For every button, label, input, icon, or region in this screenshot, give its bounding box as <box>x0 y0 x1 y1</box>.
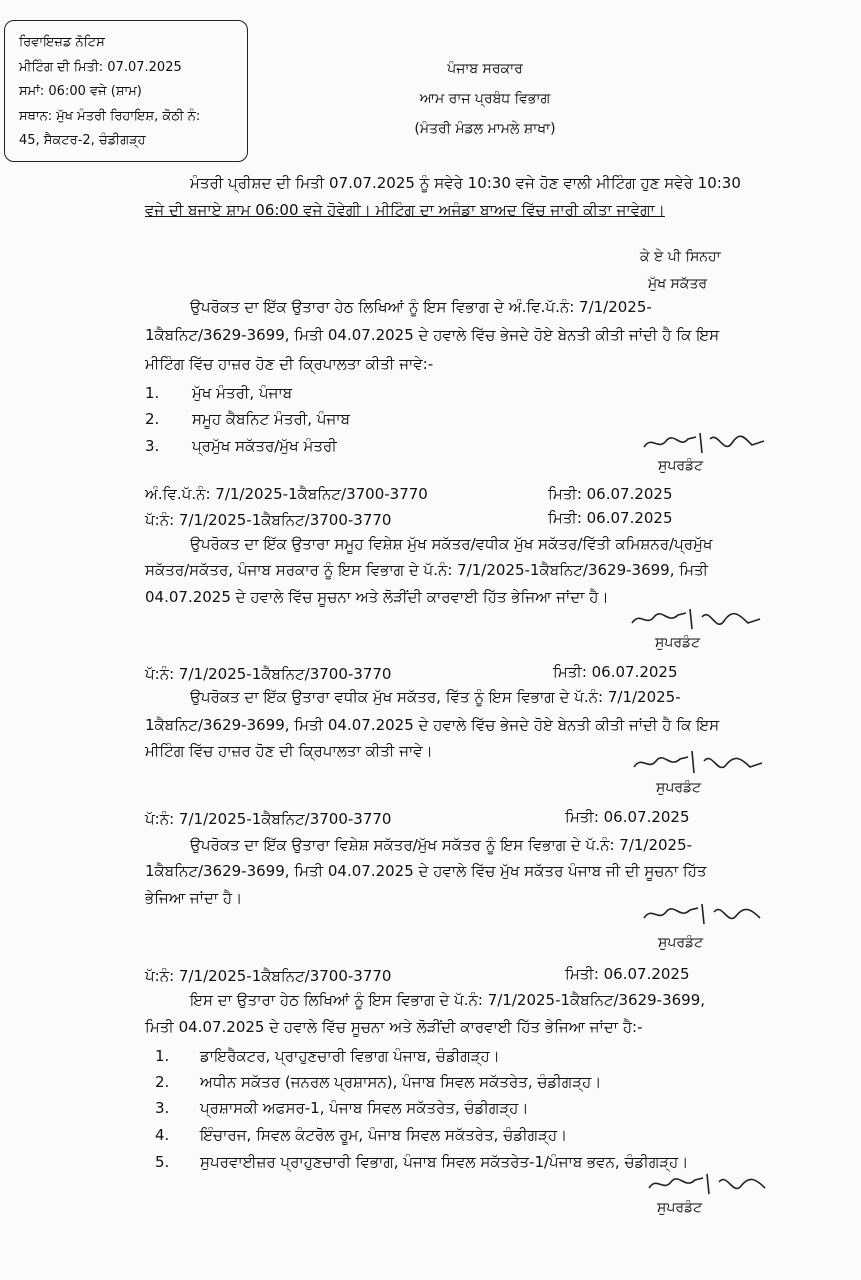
section5-list-item-1: ਡਾਇਰੈਕਟਰ, ਪ੍ਰਾਹੁਣਚਾਰੀ ਵਿਭਾਗ ਪੰਜਾਬ, ਚੰਡੀਗੜ੍ਹ। <box>200 1047 500 1065</box>
section3-para-line-3: ਮੀਟਿੰਗ ਵਿੱਚ ਹਾਜ਼ਰ ਹੋਣ ਦੀ ਕ੍ਰਿਪਾਲਤਾ ਕੀਤੀ ਜਾਵੇ। <box>145 742 433 760</box>
section2-sig-title: ਸੁਪਰਡੰਟ <box>655 635 701 651</box>
section5-list-num-2: 2. <box>155 1073 170 1091</box>
notice-box-date: ਮੀਟਿੰਗ ਦੀ ਮਿਤੀ: 07.07.2025 <box>19 59 182 75</box>
section5-list-num-5: 5. <box>155 1153 170 1171</box>
section1-list-num-2: 2. <box>145 410 160 428</box>
section1-para-line-3: ਮੀਟਿੰਗ ਵਿੱਚ ਹਾਜ਼ਰ ਹੋਣ ਦੀ ਕ੍ਰਿਪਾਲਤਾ ਕੀਤੀ ਜਾਵੇ:- <box>145 355 434 373</box>
section5-list-num-4: 4. <box>155 1126 170 1144</box>
section2-para-line-1: ਉਪਰੋਕਤ ਦਾ ਇੱਕ ਉਤਾਰਾ ਸਮੂਹ ਵਿਸ਼ੇਸ਼ ਮੁੱਖ ਸਕੱਤਰ/ਵਧੀਕ ਮੁੱਖ ਸਕੱਤਰ/ਵਿੱਤੀ ਕਮਿਸ਼ਨਰ/ਪ੍ਰਮੁੱਖ <box>190 535 713 553</box>
section3-date: ਮਿਤੀ: 06.07.2025 <box>553 663 678 681</box>
section1-sig-title: ਸੁਪਰਡੰਟ <box>658 458 704 474</box>
section4-para-line-1: ਉਪਰੋਕਤ ਦਾ ਇੱਕ ਉਤਾਰਾ ਵਿਸ਼ੇਸ਼ ਸਕੱਤਰ/ਮੁੱਖ ਸਕੱਤਰ ਨੂੰ ਇਸ ਵਿਭਾਗ ਦੇ ਪੱ.ਨੰ: 7/1/2025- <box>190 836 693 854</box>
section5-date: ਮਿਤੀ: 06.07.2025 <box>565 965 690 983</box>
section4-sig-title: ਸੁਪਰਡੰਟ <box>658 935 704 951</box>
section2-ref: ਪੱ:ਨੰ: 7/1/2025-1ਕੈਬਨਿਟ/3700-3770 <box>145 511 392 529</box>
notice-box-venue: ਸਥਾਨ: ਮੁੱਖ ਮੰਤਰੀ ਰਿਹਾਇਸ਼, ਕੋਠੀ ਨੰ: <box>19 108 201 124</box>
notice-line-2: ਵਜੇ ਦੀ ਬਜਾਏ ਸ਼ਾਮ 06:00 ਵਜੇ ਹੋਵੇਗੀ। ਮੀਟਿੰਗ ਦਾ ਅਜੰਡਾ ਬਾਅਦ ਵਿੱਚ ਜਾਰੀ ਕੀਤਾ ਜਾਵੇਗਾ। <box>145 201 665 219</box>
header-branch: (ਮੰਤਰੀ ਮੰਡਲ ਮਾਮਲੇ ਸ਼ਾਖਾ) <box>414 121 556 137</box>
section1-list-item-3: ਪ੍ਰਮੁੱਖ ਸਕੱਤਰ/ਮੁੱਖ ਮੰਤਰੀ <box>192 437 337 455</box>
signatory-name: ਕੇ ਏ ਪੀ ਸਿਨਹਾ <box>640 249 721 265</box>
section5-list-item-2: ਅਧੀਨ ਸਕੱਤਰ (ਜਨਰਲ ਪ੍ਰਸ਼ਾਸਨ), ਪੰਜਾਬ ਸਿਵਲ ਸਕੱਤਰੇਤ, ਚੰਡੀਗੜ੍ਹ। <box>200 1073 602 1091</box>
section5-list-item-4: ਇੰਚਾਰਜ, ਸਿਵਲ ਕੰਟਰੋਲ ਰੂਮ, ਪੰਜਾਬ ਸਿਵਲ ਸਕੱਤਰੇਤ, ਚੰਡੀਗੜ੍ਹ। <box>200 1126 568 1144</box>
section5-list-item-3: ਪ੍ਰਸ਼ਾਸਕੀ ਅਫਸਰ-1, ਪੰਜਾਬ ਸਿਵਲ ਸਕੱਤਰੇਤ, ਚੰਡੀਗੜ੍ਹ। <box>200 1099 529 1117</box>
section1-list-num-3: 3. <box>145 437 160 455</box>
section4-para-line-3: ਭੇਜਿਆ ਜਾਂਦਾ ਹੈ। <box>145 889 243 907</box>
section3-para-line-2: 1ਕੈਬਨਿਟ/3629-3699, ਮਿਤੀ 04.07.2025 ਦੇ ਹਵਾਲੇ ਵਿੱਚ ਭੇਜਦੇ ਹੋਏ ਬੇਨਤੀ ਕੀਤੀ ਜਾਂਦੀ ਹੈ ਕਿ ਇਸ <box>145 716 720 734</box>
notice-box-venue-cont: 45, ਸੈਕਟਰ-2, ਚੰਡੀਗੜ੍ਹ <box>19 133 146 148</box>
section1-list-item-2: ਸਮੂਹ ਕੈਬਨਿਟ ਮੰਤਰੀ, ਪੰਜਾਬ <box>192 410 350 428</box>
section5-para-line-1: ਇਸ ਦਾ ਉਤਾਰਾ ਹੇਠ ਲਿਖਿਆਂ ਨੂੰ ਇਸ ਵਿਭਾਗ ਦੇ ਪੱ.ਨੰ: 7/1/2025-1ਕੈਬਨਿਟ/3629-3699, <box>190 991 706 1009</box>
section2-para-line-3: 04.07.2025 ਦੇ ਹਵਾਲੇ ਵਿੱਚ ਸੂਚਨਾ ਅਤੇ ਲੋੜੀਂਦੀ ਕਾਰਵਾਈ ਹਿੱਤ ਭੇਜਿਆ ਜਾਂਦਾ ਹੈ। <box>145 588 609 606</box>
section2-para-line-2: ਸਕੱਤਰ/ਸਕੱਤਰ, ਪੰਜਾਬ ਸਰਕਾਰ ਨੂੰ ਇਸ ਵਿਭਾਗ ਦੇ ਪੱ.ਨੰ: 7/1/2025-1ਕੈਬਨਿਟ/3629-3699, ਮਿਤੀ <box>145 561 709 579</box>
signature-image <box>630 745 770 781</box>
signature-image <box>645 1168 775 1202</box>
notice-box-title: ਰਿਵਾਇਜ਼ਡ ਨੋਟਿਸ <box>19 35 105 50</box>
section4-date: ਮਿਤੀ: 06.07.2025 <box>565 808 690 826</box>
section3-sig-title: ਸੁਪਰਡੰਟ <box>656 780 702 796</box>
section5-list-num-1: 1. <box>155 1047 170 1065</box>
section5-para-line-2: ਮਿਤੀ 04.07.2025 ਦੇ ਹਵਾਲੇ ਵਿੱਚ ਸੂਚਨਾ ਅਤੇ ਲੋੜੀਂਦੀ ਕਾਰਵਾਈ ਹਿੱਤ ਭੇਜਿਆ ਜਾਂਦਾ ਹੈ:- <box>145 1018 643 1036</box>
section2-date: ਮਿਤੀ: 06.07.2025 <box>548 509 673 527</box>
ref1-date: ਮਿਤੀ: 06.07.2025 <box>548 485 673 503</box>
header-government: ਪੰਜਾਬ ਸਰਕਾਰ <box>447 61 523 77</box>
revised-notice-box <box>4 20 248 162</box>
section1-list-item-1: ਮੁੱਖ ਮੰਤਰੀ, ਪੰਜਾਬ <box>192 384 293 402</box>
section5-list-num-3: 3. <box>155 1099 170 1117</box>
signature-image <box>640 898 770 932</box>
section1-para-line-2: 1ਕੈਬਨਿਟ/3629-3699, ਮਿਤੀ 04.07.2025 ਦੇ ਹਵਾਲੇ ਵਿੱਚ ਭੇਜਦੇ ਹੋਏ ਬੇਨਤੀ ਕੀਤੀ ਜਾਂਦੀ ਹੈ ਕਿ ਇਸ <box>145 326 720 344</box>
notice-box-time: ਸਮਾਂ: 06:00 ਵਜੇ (ਸ਼ਾਮ) <box>19 84 142 99</box>
section4-para-line-2: 1ਕੈਬਨਿਟ/3629-3699, ਮਿਤੀ 04.07.2025 ਦੇ ਹਵਾਲੇ ਵਿੱਚ ਮੁੱਖ ਸਕੱਤਰ ਪੰਜਾਬ ਜੀ ਦੀ ਸੂਚਨਾ ਹਿੱਤ <box>145 862 707 880</box>
section3-para-line-1: ਉਪਰੋਕਤ ਦਾ ਇੱਕ ਉਤਾਰਾ ਵਧੀਕ ਮੁੱਖ ਸਕੱਤਰ, ਵਿੱਤ ਨੂੰ ਇਸ ਵਿਭਾਗ ਦੇ ਪੱ.ਨੰ: 7/1/2025- <box>190 688 681 706</box>
section5-ref: ਪੱ:ਨੰ: 7/1/2025-1ਕੈਬਨਿਟ/3700-3770 <box>145 967 392 985</box>
section3-ref: ਪੱ:ਨੰ: 7/1/2025-1ਕੈਬਨਿਟ/3700-3770 <box>145 665 392 683</box>
signatory-title: ਮੁੱਖ ਸਕੱਤਰ <box>648 276 708 292</box>
header-department: ਆਮ ਰਾਜ ਪ੍ਰਬੰਧ ਵਿਭਾਗ <box>419 91 551 107</box>
section1-para-line-1: ਉਪਰੋਕਤ ਦਾ ਇੱਕ ਉਤਾਰਾ ਹੇਠ ਲਿਖਿਆਂ ਨੂੰ ਇਸ ਵਿਭਾਗ ਦੇ ਅੰ.ਵਿ.ਪੱ.ਨੰ: 7/1/2025- <box>190 298 652 316</box>
section5-sig-title: ਸੁਪਰਡੰਟ <box>657 1200 703 1216</box>
notice-line-1: ਮੰਤਰੀ ਪ੍ਰੀਸ਼ਦ ਦੀ ਮਿਤੀ 07.07.2025 ਨੂੰ ਸਵੇਰੇ 10:30 ਵਜੇ ਹੋਣ ਵਾਲੀ ਮੀਟਿੰਗ ਹੁਣ ਸਵੇਰੇ 10:30 <box>190 174 741 192</box>
ref1-endst: ਅੰ.ਵਿ.ਪੱ.ਨੰ: 7/1/2025-1ਕੈਬਨਿਟ/3700-3770 <box>145 485 428 503</box>
section4-ref: ਪੱ:ਨੰ: 7/1/2025-1ਕੈਬਨਿਟ/3700-3770 <box>145 810 392 828</box>
section1-list-num-1: 1. <box>145 384 160 402</box>
signature-image <box>628 603 768 639</box>
section5-list-item-5: ਸੁਪਰਵਾਈਜ਼ਰ ਪ੍ਰਾਹੁਣਚਾਰੀ ਵਿਭਾਗ, ਪੰਜਾਬ ਸਿਵਲ ਸਕੱਤਰੇਤ-1/ਪੰਜਾਬ ਭਵਨ, ਚੰਡੀਗੜ੍ਹ। <box>200 1153 689 1171</box>
